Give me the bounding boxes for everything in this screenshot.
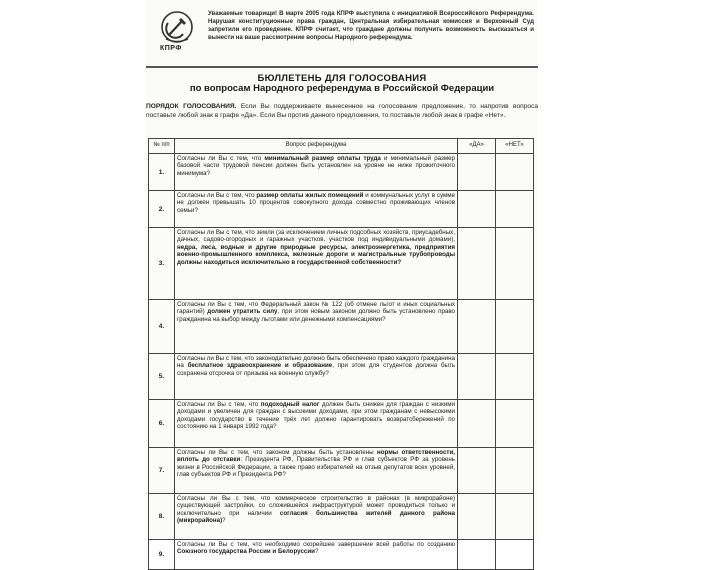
question-text bbox=[175, 540, 458, 570]
question-text-plain: Согласны ли Вы с тем, что законом должны быть установлены bbox=[177, 449, 377, 456]
question-text bbox=[175, 494, 458, 540]
question-text-plain: должен быть снижен для граждан с низкими доходами и увеличен для граждан с высокими доходами, при этом гражданам с невысокими доходами государство в течение трёх лет должно гарантировать возвратсбережений по состоянию на 1 января 1992 года? bbox=[177, 401, 455, 431]
question-text-plain: Согласны ли Вы с тем, что bbox=[177, 192, 257, 199]
ballot-row bbox=[149, 354, 534, 400]
question-text-emphasis: должен утратить силу bbox=[207, 308, 278, 316]
yes-vote-box[interactable] bbox=[458, 354, 496, 400]
yes-vote-box[interactable] bbox=[458, 494, 496, 540]
ballot-table bbox=[148, 138, 534, 570]
question-number: 7. bbox=[149, 448, 175, 494]
question-text bbox=[175, 300, 458, 354]
question-text-plain: Согласны ли Вы с тем, что земли (за исключением личных подсобных хозяйств, приусадебных, дачных, садово-огородных и гаражных участков, участков под индивидуальными домами), bbox=[177, 229, 455, 244]
question-text bbox=[175, 154, 458, 191]
ballot-table-header bbox=[149, 139, 534, 154]
yes-vote-box[interactable] bbox=[458, 228, 496, 300]
col-header-num: № п/п bbox=[149, 139, 175, 154]
question-number: 5. bbox=[149, 354, 175, 400]
yes-vote-box[interactable] bbox=[458, 191, 496, 228]
question-text-plain: Согласны ли Вы с тем, что bbox=[177, 155, 265, 162]
question-number: 8. bbox=[149, 494, 175, 540]
question-number: 3. bbox=[149, 228, 175, 300]
ballot-row bbox=[149, 448, 534, 494]
question-text-plain: , при этом новым законом должно быть установлено право гражданина на выбор между льготами или денежными компенсациями? bbox=[177, 308, 455, 323]
question-text-plain: ? bbox=[222, 517, 226, 525]
question-number: 2. bbox=[149, 191, 175, 228]
question-text bbox=[175, 448, 458, 494]
no-vote-box[interactable] bbox=[496, 191, 534, 228]
no-vote-box[interactable] bbox=[496, 448, 534, 494]
question-text-emphasis: подоходный налог bbox=[260, 401, 320, 408]
question-text-emphasis: бесплатное здравоохранение и образование bbox=[187, 362, 333, 370]
voting-procedure bbox=[146, 102, 538, 120]
no-vote-box[interactable] bbox=[496, 228, 534, 300]
ballot-row bbox=[149, 191, 534, 228]
question-text bbox=[175, 354, 458, 400]
question-text-plain: , при этом для студентов должна быть сохранена отсрочка от призыва на военную службу? bbox=[177, 362, 455, 377]
col-header-no: «НЕТ» bbox=[496, 139, 534, 154]
header-divider bbox=[146, 66, 538, 68]
ballot-row bbox=[149, 154, 534, 191]
party-logo-label: КПРФ bbox=[160, 45, 182, 52]
question-text-plain: Согласны ли Вы с тем, что необходимо скорейшее завершение всей работы по созданию bbox=[177, 541, 455, 548]
question-text-emphasis: размер оплаты жилых помещений bbox=[256, 192, 364, 199]
ballot-subtitle: по вопросам Народного референдума в Российской Федерации bbox=[189, 83, 495, 94]
question-number: 1. bbox=[149, 154, 175, 191]
yes-vote-box[interactable] bbox=[458, 154, 496, 191]
yes-vote-box[interactable] bbox=[458, 540, 496, 570]
yes-vote-box[interactable] bbox=[458, 448, 496, 494]
no-vote-box[interactable] bbox=[496, 154, 534, 191]
question-text-plain: и коммунальных услуг в сумме не должен превышать 10 процентов совокупного дохода совместно проживающих членов семьи? bbox=[177, 192, 455, 214]
question-number: 9. bbox=[149, 540, 175, 570]
question-text-plain: Согласны ли Вы с тем, что Федеральный закон № 122 (об отмене льгот и иных социальных гарантий) bbox=[177, 301, 455, 316]
question-text bbox=[175, 228, 458, 300]
no-vote-box[interactable] bbox=[496, 400, 534, 448]
col-header-question: Вопрос референдума bbox=[175, 139, 458, 154]
question-text-plain: Согласны ли Вы с тем, что законодательно должно быть обеспечено право каждого гражданина на bbox=[177, 355, 455, 370]
ballot-row bbox=[149, 540, 534, 570]
question-number: 6. bbox=[149, 400, 175, 448]
col-header-yes: «ДА» bbox=[458, 139, 496, 154]
question-text bbox=[175, 400, 458, 448]
question-text bbox=[175, 191, 458, 228]
question-text-emphasis: Союзного государства России и Белоруссии bbox=[177, 548, 315, 556]
question-text-plain: и минимальный размер базовой части трудовой пенсии должен быть установлен на уровне не ниже прожиточного минимума? bbox=[177, 155, 455, 177]
procedure-label: ПОРЯДОК ГОЛОСОВАНИЯ. bbox=[146, 103, 237, 110]
yes-vote-box[interactable] bbox=[458, 400, 496, 448]
question-text-emphasis: минимальный размер оплаты труда bbox=[264, 155, 381, 162]
question-text-emphasis: согласия большинства жителей данного района (микрорайона) bbox=[177, 509, 455, 525]
ballot-document bbox=[146, 0, 538, 558]
ballot-title: БЮЛЛЕТЕНЬ ДЛЯ ГОЛОСОВАНИЯ bbox=[257, 73, 427, 84]
question-text-plain: Согласны ли Вы с тем, что коммерческое строительство в районах (в микрорайоне) существующей застройки, со сложившейся инфраструктурой может проводиться только и исключительно при наличии bbox=[177, 495, 455, 517]
yes-vote-box[interactable] bbox=[458, 300, 496, 354]
question-text-plain: ? bbox=[314, 548, 319, 556]
question-text-plain: Согласны ли Вы с тем, что bbox=[177, 401, 261, 408]
appeal-text: Уважаемые товарищи! В марте 2005 года КПРФ выступила с инициативой Всероссийского Референдума. Нарушая конституционные права граждан, Центральная избирательная комиссия и Верховный Суд запретили его проведение. КПРФ считает, что граждане должны получить возможность высказаться и вынести на ваше рассмотрение вопросы Народного референдума. bbox=[208, 10, 534, 41]
ballot-row bbox=[149, 228, 534, 300]
procedure-text: Если Вы поддерживаете вынесенное на голосование предложение, то напротив вопроса поставьте любой знак в графе «Да». Если Вы против данного предложения, то поставьте любой знак в графе «Нет». bbox=[146, 103, 538, 119]
question-text-plain: : Президента РФ, Правительства РФ и глав субъектов РФ за уровень жизни в Российской Федерации, а также право избирателей на отзыв депутатов всех уровней, глав субъектов РФ и Президента РФ? bbox=[177, 456, 456, 479]
question-text-emphasis: нормы ответственности, вплоть до отставки bbox=[177, 449, 455, 464]
ballot-row bbox=[149, 300, 534, 354]
question-text-emphasis: недра, леса, водные и другие природные ресурсы, электроэнергетика, предприятия военно-промышленного комплекса, железные дороги и магистральные трубопроводы должны находиться исключительно в государственной собственности? bbox=[177, 243, 455, 266]
question-number: 4. bbox=[149, 300, 175, 354]
ballot-row bbox=[149, 400, 534, 448]
no-vote-box[interactable] bbox=[496, 300, 534, 354]
no-vote-box[interactable] bbox=[496, 494, 534, 540]
no-vote-box[interactable] bbox=[496, 540, 534, 570]
no-vote-box[interactable] bbox=[496, 354, 534, 400]
document-header bbox=[146, 0, 538, 66]
ballot-row bbox=[149, 494, 534, 540]
